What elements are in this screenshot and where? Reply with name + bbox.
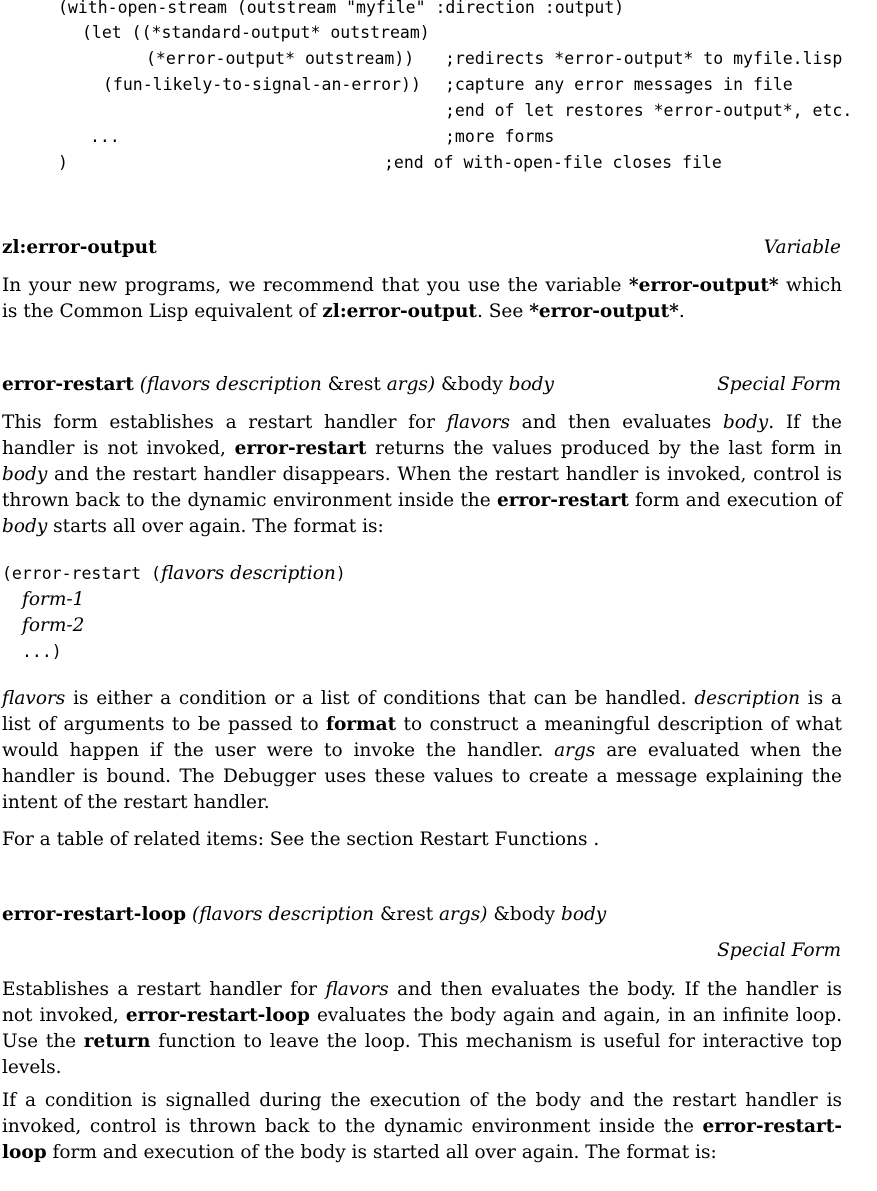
entry-name: error-restart — [2, 374, 134, 395]
code-comment: ;more forms — [445, 127, 555, 146]
entry-heading — [2, 237, 157, 258]
code-line: form-2 — [22, 615, 85, 636]
entry-description: If a condition is signalled during the execution of the body and the restart handler is invoked, control is thrown back to the dynamic environment inside the error-restart-loop form and execution of the body is started all over again. The format is: — [2, 1090, 842, 1163]
code-comment: ;end of let restores *error-output*, etc. — [445, 101, 853, 120]
entry-kind: Special Form — [717, 374, 841, 395]
code-line: form-1 — [22, 589, 85, 610]
entry-description: This form establishes a restart handler for flavors and then evaluates body. If the handler is not invoked, error-restart returns the values produced by the last form in body and the restart handler disappears. When the restart handler is invoked, control is thrown back to the dynamic environment inside the error-restart form and execution of body starts all over again. The format is: — [2, 412, 843, 537]
entry-kind: Variable — [763, 237, 841, 258]
entry-kind: Special Form — [717, 940, 841, 961]
code-comment: ;end of with-open-file closes file — [384, 153, 722, 172]
code-line: (with-open-stream (outstream "myfile" :direction :output) — [58, 0, 625, 17]
entry-name: zl:error-output — [2, 237, 157, 258]
entry-heading: error-restart-loop (flavors description &rest args) &body body — [2, 904, 607, 925]
code-line: (error-restart (flavors description) — [2, 563, 346, 584]
entry-description: Establishes a restart handler for flavors and then evaluates the body. If the handler is not invoked, error-restart-loop evaluates the body again and again, in an infinite loop. Use the return function to leave the loop. This mechanism is useful for interactive top levels. — [2, 979, 843, 1078]
see-also-link[interactable]: For a table of related items: See the section Restart Functions . — [2, 829, 600, 850]
entry-heading: error-restart (flavors description &rest args) &body body — [2, 374, 554, 395]
entry-description: In your new programs, we recommend that you use the variable *error-output* which is the Common Lisp equivalent of zl:error-output. See *error-output*. — [2, 275, 842, 322]
code-line: (let ((*standard-output* outstream) — [82, 23, 430, 42]
code-line: (*error-output* outstream)) — [146, 49, 415, 68]
entry-arguments-description: flavors is either a condition or a list of conditions that can be handled. description is a list of arguments to be passed to format to construct a meaningful description of what would happen if the user were to invoke the handler. args are evaluated when the handler is bound. The Debugger uses these values to create a message explaining the intent of the restart handler. — [2, 688, 843, 813]
entry-name: error-restart-loop — [2, 904, 187, 925]
code-line: (fun-likely-to-signal-an-error)) — [103, 75, 421, 94]
code-line: ... — [90, 127, 120, 146]
code-comment: ;redirects *error-output* to myfile.lisp — [445, 49, 843, 68]
code-line: ) — [58, 153, 68, 172]
code-comment: ;capture any error messages in file — [445, 75, 793, 94]
code-line: ...) — [22, 642, 62, 661]
